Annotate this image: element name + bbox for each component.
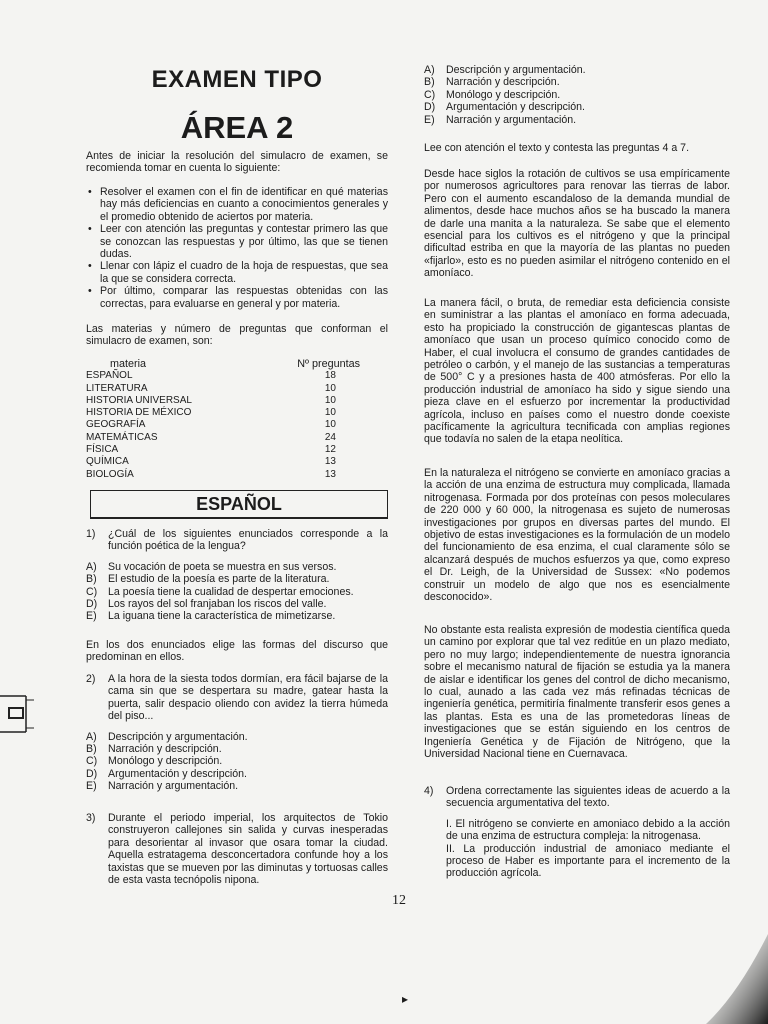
option-letter: A) (86, 560, 97, 573)
table-row (86, 432, 376, 444)
option-text: Argumentación y descripción. (446, 101, 585, 114)
option-text: Narración y argumentación. (446, 113, 577, 126)
subjects-table (86, 358, 376, 481)
option-letter: C) (86, 755, 98, 768)
question-2 (86, 673, 388, 793)
option-item[interactable] (424, 64, 730, 76)
subject-name: ESPAÑOL (86, 370, 133, 382)
option-text: Los rayos del sol franjaban los riscos del valle. (108, 598, 327, 611)
option-item[interactable] (86, 743, 388, 755)
subject-name: HISTORIA UNIVERSAL (86, 394, 192, 406)
question-text: A la hora de la siesta todos dormían, era fácil bajarse de la cama sin que se despertara su madre, gatear hasta la puerta, salir despacio oliendo con avidez la tierra húmeda del piso... (108, 673, 388, 723)
question-4 (424, 785, 730, 880)
header-subject: materia (110, 358, 147, 370)
option-text: Monólogo y descripción. (446, 88, 561, 101)
subject-name: LITERATURA (86, 382, 148, 394)
option-letter: C) (424, 88, 436, 101)
question-text: Durante el periodo imperial, los arquitectos de Tokio construyeron callejones sin salida y curvas inesperadas para desorientar al invasor que osara tomar la ciudad. Aquella estratagema desconcertadora confunde hoy a los taxistas que se mueven por las diminutas y tortuosas calles de esta vasta tecnópolis nipona. (108, 812, 388, 887)
table-row (86, 395, 376, 407)
table-row (86, 456, 376, 468)
instruction-questions-2-3: En los dos enunciados elige las formas del discurso que predominan en ellos. (86, 639, 388, 664)
recommendation-item: • Leer con atención las preguntas y contestar primero las que se conozcan las respuestas y por último, las que se tienen dudas. (86, 223, 388, 260)
option-item[interactable] (86, 780, 388, 792)
section-title-espanol: ESPAÑOL (90, 490, 388, 519)
table-row (86, 419, 376, 431)
subject-count: 13 (324, 468, 336, 480)
question-number: 4) (424, 785, 434, 797)
option-item[interactable] (86, 731, 388, 743)
option-item[interactable] (86, 755, 388, 767)
option-item[interactable] (86, 610, 388, 622)
options-list (86, 561, 388, 623)
option-item[interactable] (86, 561, 388, 573)
subject-count: 24 (324, 431, 336, 443)
option-text: Argumentación y descripción. (108, 767, 247, 780)
option-letter: D) (424, 101, 436, 114)
page-number: 12 (392, 893, 406, 908)
table-row (86, 370, 376, 382)
subject-count: 18 (324, 370, 336, 382)
option-letter: E) (86, 780, 97, 793)
header-count: Nº preguntas (297, 358, 360, 370)
option-letter: E) (424, 113, 435, 126)
subject-count: 10 (324, 419, 336, 431)
question-number: 3) (86, 812, 96, 824)
subject-count: 12 (324, 444, 336, 456)
question-4-item: II. La producción industrial de amoniaco mediante el proceso de Haber es importante para el incremento de la producción agrícola. (446, 842, 730, 880)
option-item[interactable] (424, 101, 730, 113)
option-text: Narración y descripción. (108, 743, 222, 756)
subjects-intro: Las materias y número de preguntas que conforman el simulacro de examen, son: (86, 323, 388, 348)
reading-paragraph-3: En la naturaleza el nitrógeno se convierte en amoníaco gracias a la acción de una enzima de estructura muy complicada, llamada nitrogenasa. Formada por dos proteínas con pesos moleculares de 220 000 y 60 000, la nitrogenasa es sujeto de numerosas investigaciones por grupos en diversas partes del mundo. El objetivo de estas investigaciones es la formulación de un modelo del funcionamiento de esa enzima, el cual claramente sólo se alcanzará después de muchos esfuerzos ya que, como expreso el Dr. Leigh, de la Universidad de Sussex: «No podemos construir un modelo de algo que nos es esencialmente desconocido». (424, 467, 730, 604)
table-row (86, 444, 376, 456)
option-letter: B) (86, 573, 97, 586)
option-text: Descripción y argumentación. (446, 64, 586, 76)
subjects-table-header (86, 358, 376, 370)
option-text: Narración y descripción. (446, 76, 560, 89)
scan-speck: ▸ (402, 992, 409, 1006)
table-row (86, 407, 376, 419)
question-number: 1) (86, 528, 96, 540)
option-letter: B) (424, 76, 435, 89)
question-3 (86, 812, 388, 886)
option-text: La iguana tiene la característica de mimetizarse. (108, 610, 336, 623)
recommendation-item: • Llenar con lápiz el cuadro de la hoja de respuestas, que sea la que se considera correcta. (86, 260, 388, 285)
subject-name: MATEMÁTICAS (86, 431, 158, 443)
binder-tab-icon (0, 690, 40, 738)
question-number: 2) (86, 673, 96, 685)
option-letter: C) (86, 585, 98, 598)
question-text: Ordena correctamente las siguientes ideas de acuerdo a la secuencia argumentativa del texto. (446, 785, 730, 810)
table-row (86, 383, 376, 395)
reading-paragraph-2: La manera fácil, o bruta, de remediar esta deficiencia consiste en suministrar a las plantas el amoníaco en forma adecuada, esto ha propiciado la construcción de gigantescas plantas de amoníaco que usan un proceso químico conocido como de Haber, el cual involucra el consumo de grandes cantidades de petróleo o carbón, y el manejo de las sustancias a temperaturas de 500° C y a presiones hasta de 400 atmósferas. Por ello la producción industrial de amoníaco ha sido y sigue siendo una pieza clave en el esfuerzo por incrementar la productividad agrícola, incluso en países como el nuestro donde coexiste pacíficamente la agricultura tecnificada con amplias regiones que todavía no salen de la etapa neolítica. (424, 297, 730, 446)
subject-name: HISTORIA DE MÉXICO (86, 407, 192, 419)
option-item[interactable] (424, 114, 730, 126)
option-text: La poesía tiene la cualidad de despertar emociones. (108, 585, 354, 598)
reading-paragraph-1: Desde hace siglos la rotación de cultivos se usa empíricamente por numerosos agricultores para renovar las tierras de labor. Pero con el aumento escandaloso de la demanda mundial de alimentos, desde hace muchos años se ha buscado la manera de darle una manita a la naturaleza. Se sabe que el elemento esencial para los cultivos es el nitrógeno y que la principal dificultad estriba en que la mayoría de las plantas no pueden «fijarlo», esto es no pueden asimilar el nitrógeno contenido en el amoníaco. (424, 168, 730, 280)
subject-count: 10 (324, 394, 336, 406)
page-subtitle: ÁREA 2 (180, 110, 294, 145)
question-1 (86, 528, 388, 623)
page-title: EXAMEN TIPO (151, 66, 323, 93)
subject-count: 10 (324, 382, 336, 394)
scan-shadow-icon (698, 934, 768, 1024)
recommendations-list (86, 186, 388, 310)
option-item[interactable] (86, 598, 388, 610)
options-list (86, 731, 388, 793)
option-letter: A) (86, 730, 97, 743)
instruction-questions-4-7: Lee con atención el texto y contesta las preguntas 4 a 7. (424, 142, 690, 154)
option-letter: D) (86, 598, 98, 611)
question-3-options (424, 64, 730, 126)
subject-name: BIOLOGÍA (86, 468, 134, 480)
option-text: Monólogo y descripción. (108, 755, 223, 768)
option-text: El estudio de la poesía es parte de la literatura. (108, 573, 330, 586)
reading-paragraph-4: No obstante esta realista expresión de modestia científica queda un camino por explorar que tal vez reditúe en un plazo mediato, pero no muy largo; independientemente de nuestra ignorancia sobre el mecanismo natural de fijación se estudia ya la manera de aislar e identificar los genes del control de dicho mecanismo, lo cual, aunado a las cada vez más refinadas técnicas de ingeniería genética, permitiría finalmente transferir esos genes a las plantas. Esta es una de las prometedoras líneas de investigaciones que se están siguiendo en los centros de Ingeniería Genética y de Fijación de Nitrógeno, que la Universidad Nacional tiene en Cuernavaca. (424, 624, 730, 761)
recommendation-item: • Por último, comparar las respuestas obtenidas con las correctas, para evaluarse en general y por materia. (86, 285, 388, 310)
subject-name: QUÍMICA (86, 456, 129, 468)
recommendation-item: • Resolver el examen con el fin de identificar en qué materias hay más deficiencias en cuanto a conocimientos generales y el promedio obtenido de aciertos por materia. (86, 186, 388, 223)
option-item[interactable] (86, 573, 388, 585)
option-letter: A) (424, 64, 435, 76)
option-text: Narración y argumentación. (108, 780, 239, 793)
option-item[interactable] (86, 586, 388, 598)
subject-count: 10 (324, 407, 336, 419)
intro-paragraph: Antes de iniciar la resolución del simulacro de examen, se recomienda tomar en cuenta lo siguiente: (86, 150, 388, 175)
option-letter: E) (86, 610, 97, 623)
option-item[interactable] (86, 768, 388, 780)
subject-count: 13 (324, 456, 336, 468)
option-item[interactable] (424, 89, 730, 101)
table-row (86, 469, 376, 481)
option-text: Su vocación de poeta se muestra en sus versos. (108, 560, 337, 573)
option-text: Descripción y argumentación. (108, 730, 248, 743)
option-item[interactable] (424, 76, 730, 88)
subject-name: FÍSICA (86, 444, 119, 456)
question-4-item: I. El nitrógeno se convierte en amoniaco debido a la acción de una enzima de estructura compleja: la nitrogenasa. (446, 817, 730, 843)
question-text: ¿Cuál de los siguientes enunciados corresponde a la función poética de la lengua? (108, 528, 388, 553)
option-letter: B) (86, 743, 97, 756)
option-letter: D) (86, 767, 98, 780)
subject-name: GEOGRAFÍA (86, 419, 146, 431)
